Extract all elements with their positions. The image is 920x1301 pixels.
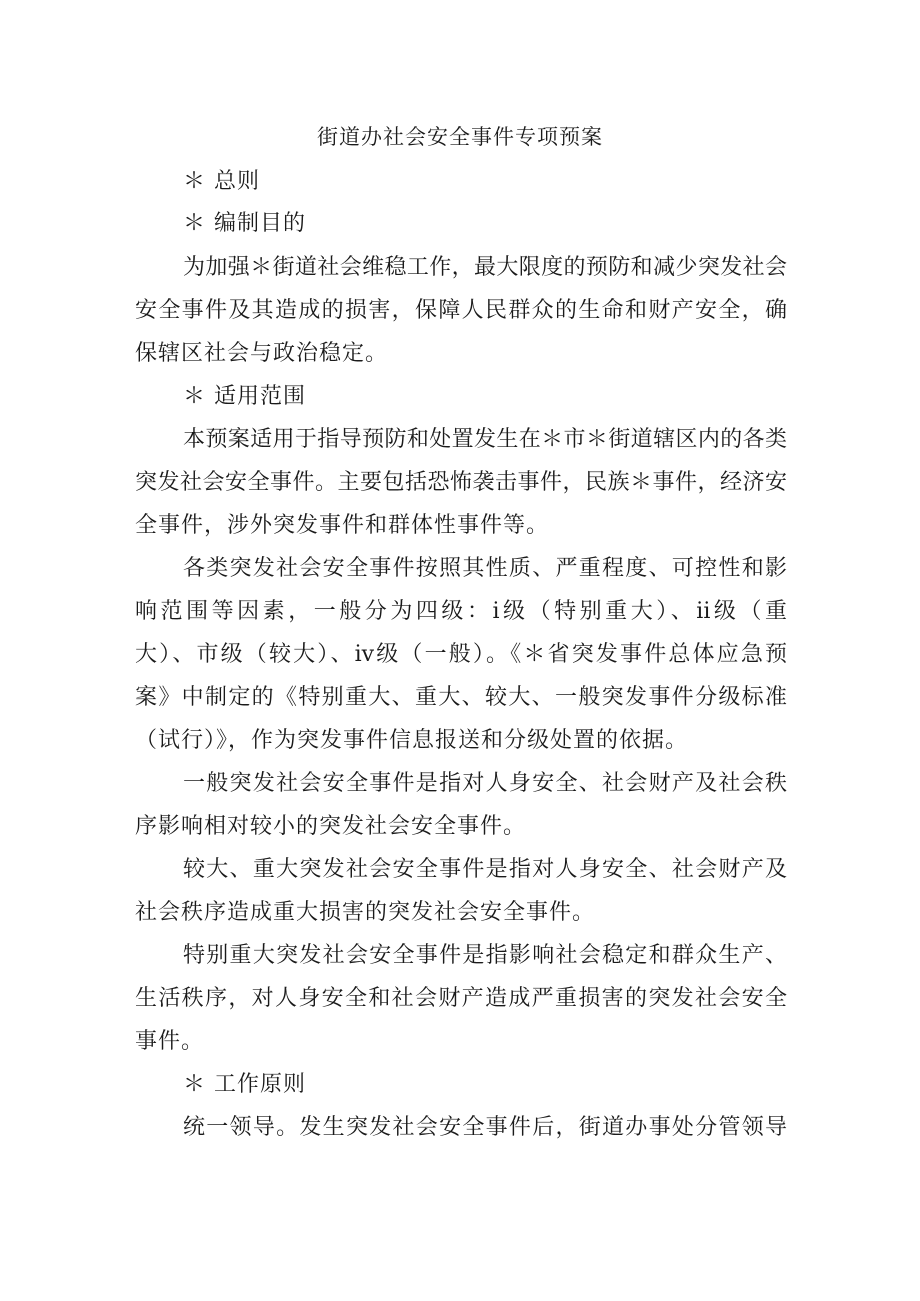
paragraph-line: 生活秩序，对人身安全和社会财产造成严重损害的突发社会安全	[135, 986, 787, 1011]
paragraph-line: （试行）》，作为突发事件信息报送和分级处置的依据。	[135, 728, 689, 753]
paragraph-line: 较大、重大突发社会安全事件是指对人身安全、社会财产及	[183, 857, 787, 882]
paragraph-line: 突发社会安全事件。主要包括恐怖袭击事件，民族＊事件，经济安	[135, 470, 787, 495]
paragraph-line: 安全事件及其造成的损害，保障人民群众的生命和财产安全，确	[135, 298, 787, 323]
paragraph-line: 全事件，涉外突发事件和群体性事件等。	[135, 513, 550, 538]
paragraph-line: 保辖区社会与政治稳定。	[135, 341, 389, 366]
paragraph-line: 社会秩序造成重大损害的突发社会安全事件。	[135, 900, 596, 925]
paragraph-line: 统一领导。发生突发社会安全事件后，街道办事处分管领导	[183, 1115, 787, 1140]
paragraph-line: 大）、市级（较大）、iv级（一般）。《＊省突发事件总体应急预	[135, 642, 787, 667]
paragraph-line: 本预案适用于指导预防和处置发生在＊市＊街道辖区内的各类	[183, 427, 787, 452]
document-title: 街道办社会安全事件专项预案	[317, 125, 603, 149]
section-heading-general: ＊ 总则	[183, 169, 260, 194]
paragraph-line: 序影响相对较小的突发社会安全事件。	[135, 814, 527, 839]
section-heading-principles: ＊ 工作原则	[183, 1072, 306, 1097]
paragraph-line: 为加强＊街道社会维稳工作，最大限度的预防和减少突发社会	[183, 255, 787, 280]
paragraph-line: 事件。	[135, 1029, 205, 1054]
paragraph-line: 案》中制定的《特别重大、重大、较大、一般突发事件分级标准	[135, 685, 787, 710]
paragraph-line: 特别重大突发社会安全事件是指影响社会稳定和群众生产、	[183, 943, 787, 968]
paragraph-line: 各类突发社会安全事件按照其性质、严重程度、可控性和影	[183, 556, 787, 581]
paragraph-line: 一般突发社会安全事件是指对人身安全、社会财产及社会秩	[183, 771, 787, 796]
section-heading-purpose: ＊ 编制目的	[183, 211, 306, 236]
paragraph-line: 响范围等因素，一般分为四级：i级（特别重大）、ii级（重	[135, 599, 787, 624]
section-heading-scope: ＊ 适用范围	[183, 384, 306, 409]
